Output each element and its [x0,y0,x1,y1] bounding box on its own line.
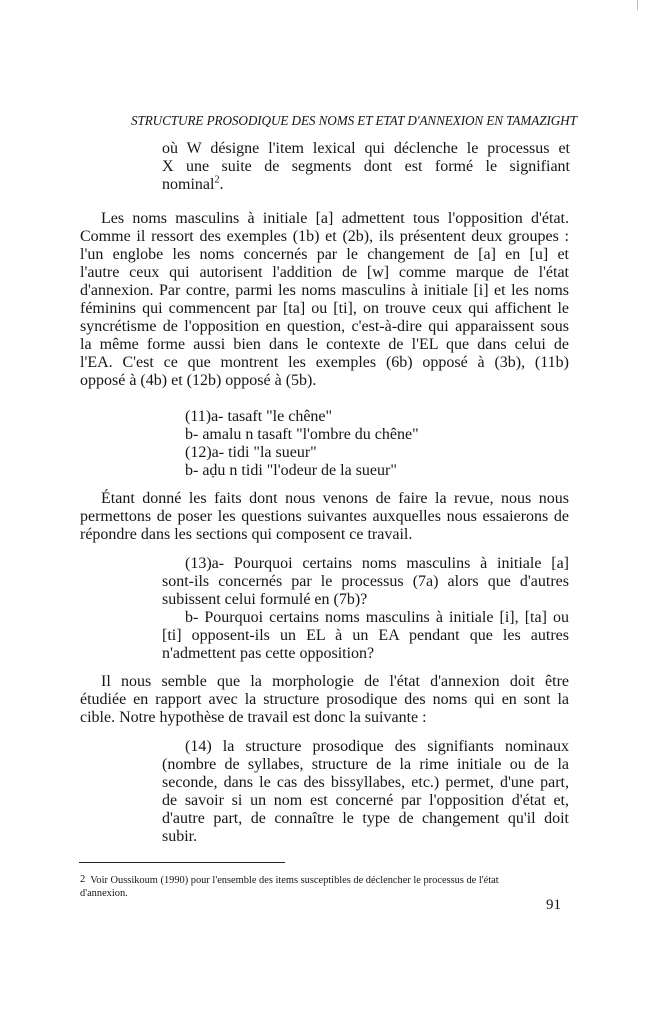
footnote-rule [79,862,285,863]
question-line: sont-ils concernés par le processus (7a) alors que d'autres [162,573,569,590]
example-line: (11)a- tasaft "le chêne" [185,408,333,425]
question-line: (13)a- Pourquoi certains noms masculins à initiale [a] [185,555,569,572]
hypothesis-line: de savoir si un nom est concerné par l'opposition d'état et, [162,792,569,809]
hypothesis-line: seconde, dans le cas des bissyllabes, etc.) permet, d'une part, [162,774,569,791]
paragraph-line: féminins qui commencent par [ta] ou [ti], on trouve ceux qui affichent le [80,300,569,317]
paragraph-line: Il nous semble que la morphologie de l'état d'annexion doit être [101,673,569,690]
footnote-continuation: d'annexion. [80,888,128,899]
example-line: b- amalu n tasaft "l'ombre du chêne" [185,426,419,443]
question-line: [ti] opposent-ils un EL à un EA pendant que les autres [162,627,569,644]
body-text: nominal [162,176,215,193]
paragraph-line: syncrétisme de l'opposition en question, c'est-à-dire qui apparaissent sous [80,318,569,335]
paragraph-line: répondre dans les sections qui composent ce travail. [80,526,413,543]
footnote-text: Voir Oussikoum (1990) pour l'ensemble des items susceptibles de déclencher le processus de l'état [90,875,499,886]
running-header: STRUCTURE PROSODIQUE DES NOMS ET ETAT D'ANNEXION EN TAMAZIGHT [131,113,577,128]
paragraph-line: d'annexion. Par contre, parmi les noms masculins à initiale [i] et les noms [80,282,569,299]
scan-mark [637,0,638,10]
hypothesis-line: d'autre part, de connaître le type de changement qu'il doit [162,810,569,827]
example-line: b- aḍu n tidi "l'odeur de la sueur" [185,462,397,479]
question-line: b- Pourquoi certains noms masculins à initiale [i], [ta] ou [185,609,569,626]
question-line: n'admettent pas cette opposition? [162,645,375,662]
paragraph-line: cible. Notre hypothèse de travail est donc la suivante : [80,709,427,726]
body-line: où W désigne l'item lexical qui déclenche le processus et [162,140,570,157]
paragraph-line: la même forme aussi bien dans le contexte de l'EL que dans celui de [80,336,569,353]
paragraph-line: étudiée en rapport avec la structure prosodique des noms qui en sont la [80,691,569,708]
footnote [80,873,499,887]
paragraph-line: opposé à (4b) et (12b) opposé à (5b). [80,372,317,389]
example-line: (12)a- tidi "la sueur" [185,444,317,461]
page-number: 91 [546,897,561,913]
hypothesis-line: subir. [162,828,198,845]
paragraph-line: Comme il ressort des exemples (1b) et (2b), ils présentent deux groupes : [80,228,569,245]
hypothesis-line: (nombre de syllabes, structure de la rime initiale ou de la [162,756,569,773]
body-text: . [219,176,224,193]
paragraph-line: Les noms masculins à initiale [a] admettent tous l'opposition d'état. [101,210,569,227]
paragraph-line: l'autre ceux qui autorisent l'addition de [w] comme marque de l'état [80,264,569,281]
paragraph-line: l'un englobe les noms concernés par le changement de [a] en [u] et [80,246,569,263]
body-line [162,176,223,193]
footnote-marker: 2 [80,874,86,885]
question-line: subissent celui formulé en (7b)? [162,591,368,608]
footnote-ref: 2 [214,174,220,186]
paragraph-line: Étant donné les faits dont nous venons de faire la revue, nous nous [101,490,569,507]
hypothesis-line: (14) la structure prosodique des signifiants nominaux [185,738,569,755]
body-line: X une suite de segments dont est formé le signifiant [162,158,570,175]
paragraph-line: permettons de poser les questions suivantes auxquelles nous essaierons de [80,508,569,525]
paragraph-line: l'EA. C'est ce que montrent les exemples (6b) opposé à (3b), (11b) [80,354,569,371]
